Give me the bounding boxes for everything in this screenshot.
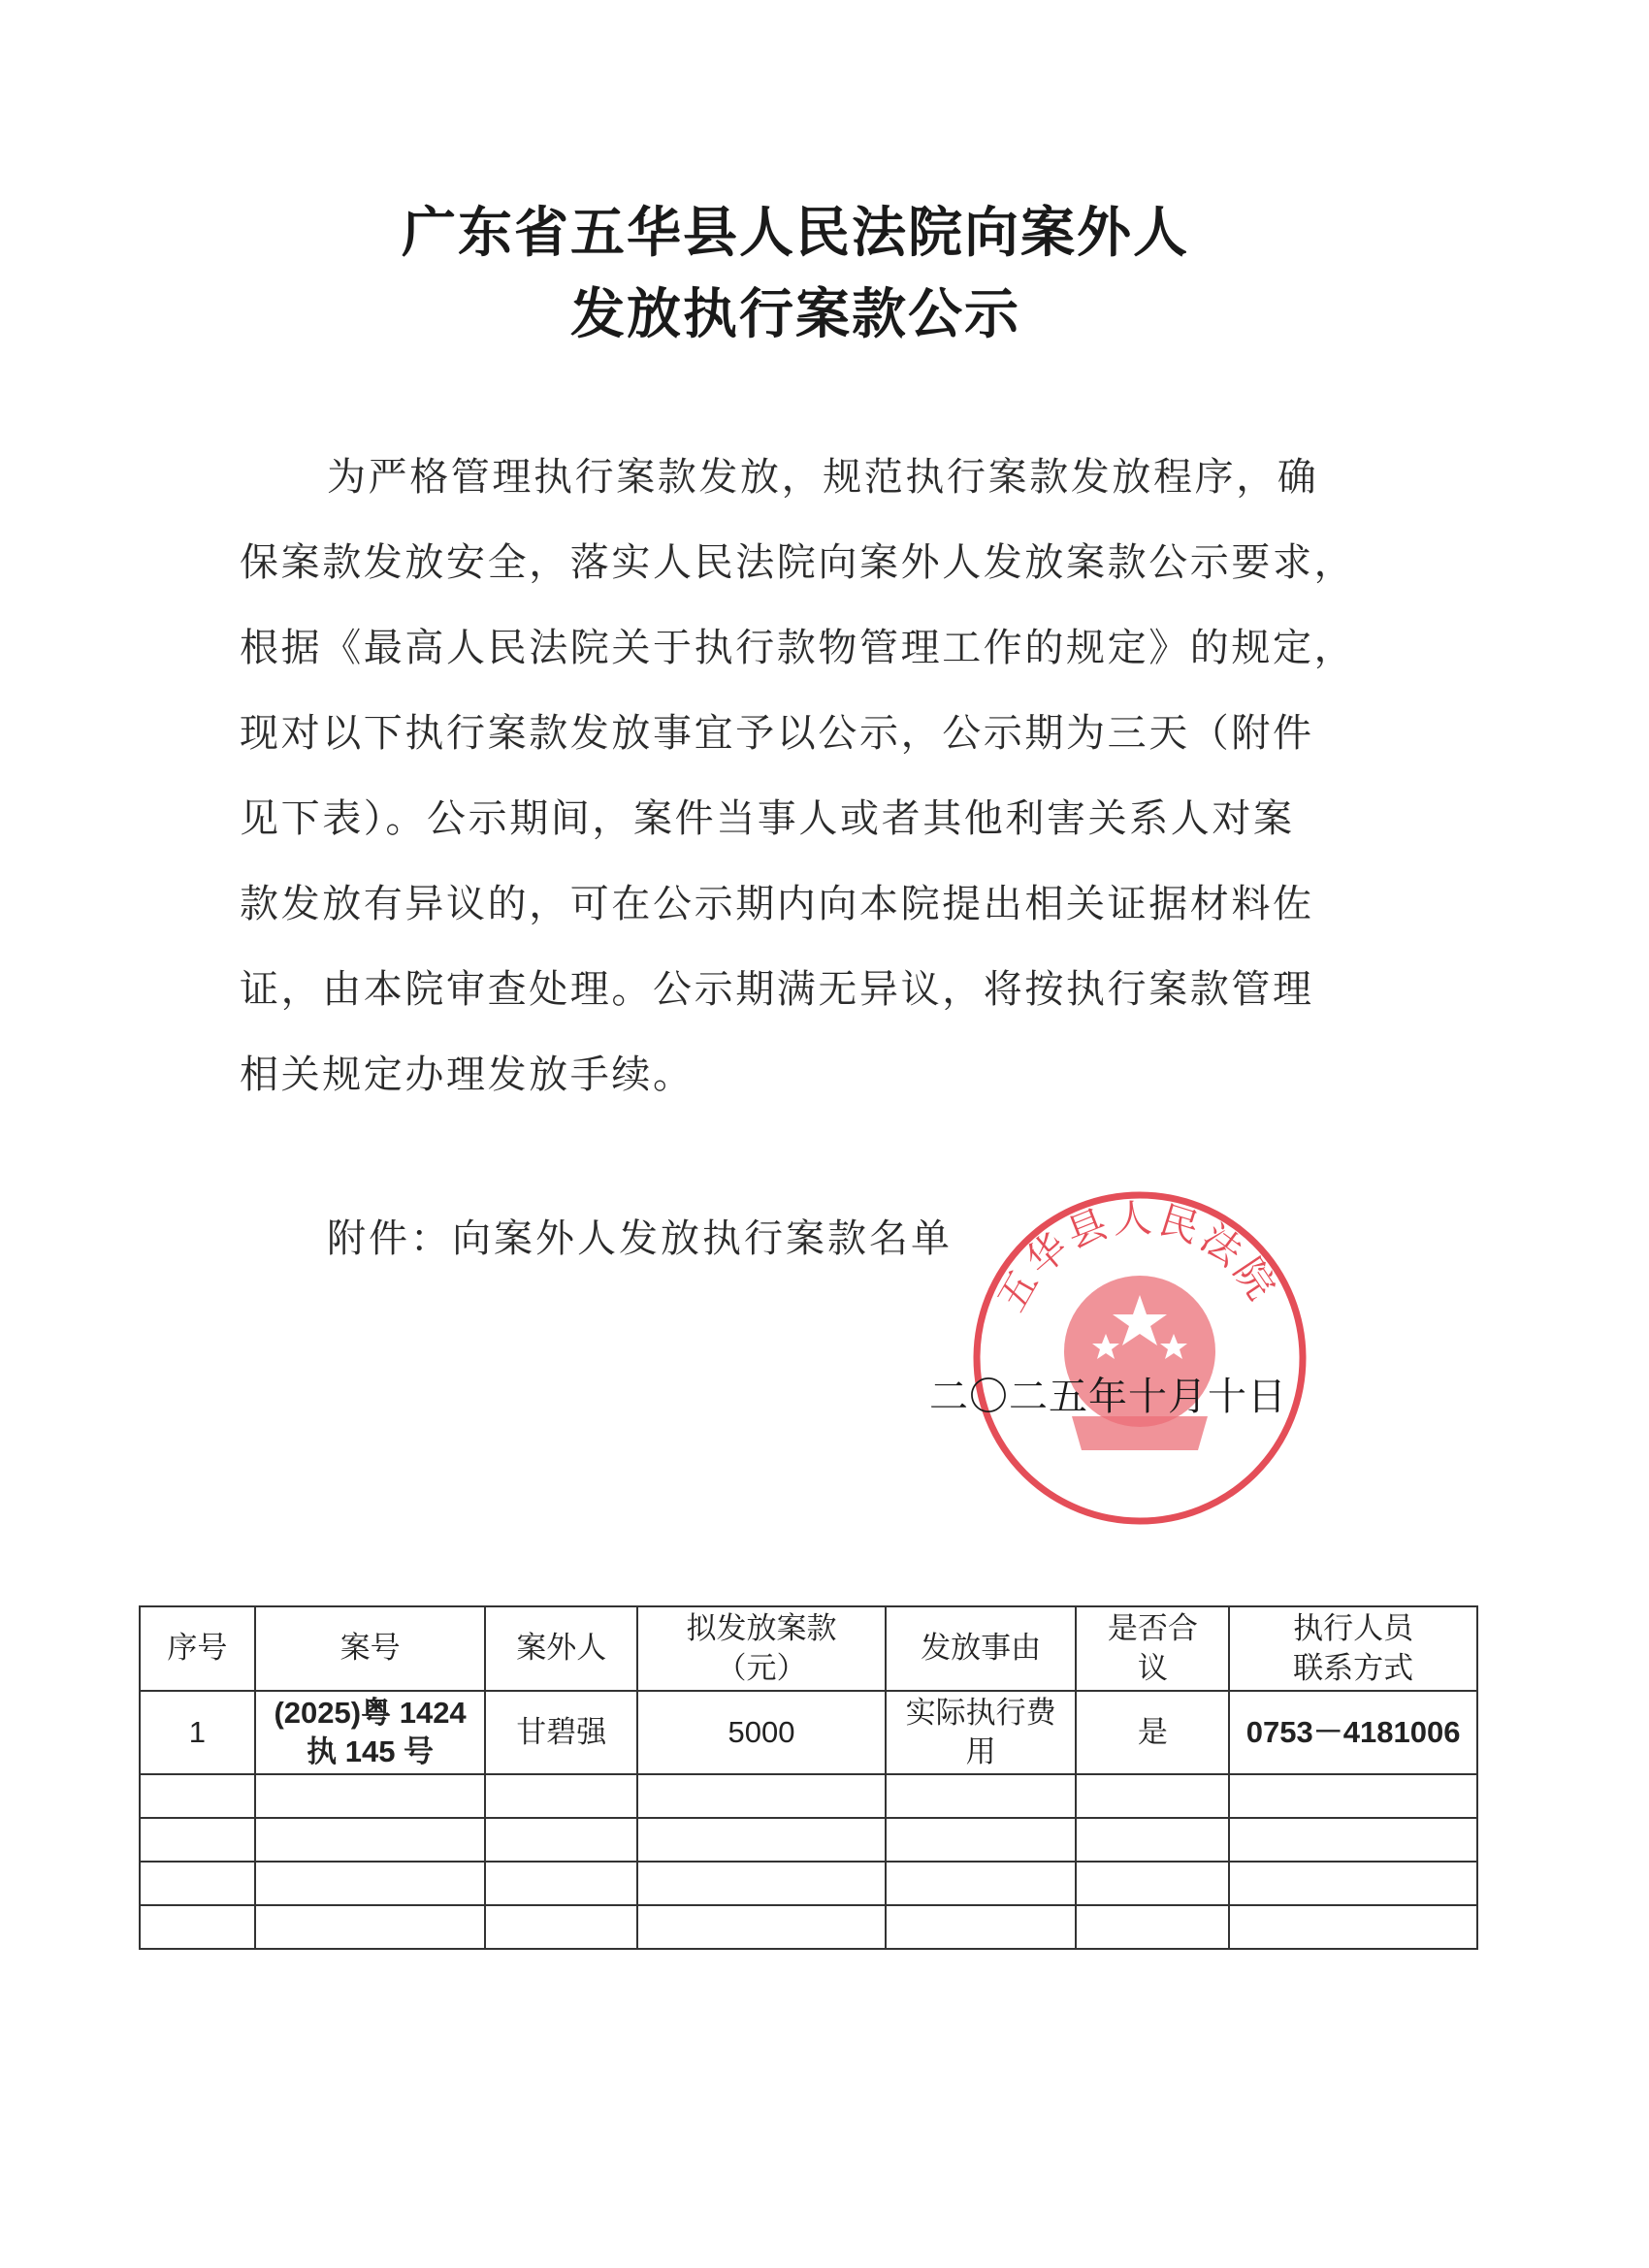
header-cell: 发放事由 bbox=[886, 1606, 1077, 1691]
body-line: 证，由本院审查处理。公示期满无异议，将按执行案款管理 bbox=[240, 967, 1314, 1012]
cell-index: 1 bbox=[140, 1691, 255, 1774]
header-cell: 案外人 bbox=[485, 1606, 637, 1691]
table-row bbox=[140, 1691, 1477, 1774]
header-cell: 是否合议 bbox=[1076, 1606, 1229, 1691]
table-row-empty bbox=[140, 1818, 1477, 1862]
cell-case-number: (2025)粤 1424 执 145 号 bbox=[255, 1691, 486, 1774]
table-row-empty bbox=[140, 1905, 1477, 1949]
body-line: 为严格管理执行案款发放，规范执行案款发放程序，确 bbox=[327, 455, 1319, 500]
header-cell: 拟发放案款（元） bbox=[637, 1606, 886, 1691]
cell-reason: 实际执行费用 bbox=[886, 1691, 1077, 1774]
title-line-1: 广东省五华县人民法院向案外人 bbox=[402, 202, 1189, 265]
cell-payee: 甘碧强 bbox=[485, 1691, 637, 1774]
date: 二〇二五年十月十日 bbox=[929, 1375, 1287, 1419]
court-seal-stamp bbox=[970, 1188, 1310, 1528]
body-line: 保案款发放安全，落实人民法院向案外人发放案款公示要求， bbox=[240, 540, 1356, 585]
header-cell: 序号 bbox=[140, 1606, 255, 1691]
cell-amount: 5000 bbox=[637, 1691, 886, 1774]
table-header-row bbox=[140, 1606, 1477, 1691]
header-cell: 执行人员联系方式 bbox=[1229, 1606, 1477, 1691]
header-cell: 案号 bbox=[255, 1606, 486, 1691]
body-line: 见下表）。公示期间，案件当事人或者其他利害关系人对案 bbox=[240, 796, 1295, 841]
stamp-text: 五华县人民法院 bbox=[988, 1196, 1286, 1319]
table-row-empty bbox=[140, 1862, 1477, 1905]
disbursement-table bbox=[139, 1605, 1478, 1950]
body-line: 款发放有异议的，可在公示期内向本院提出相关证据材料佐 bbox=[240, 882, 1314, 926]
cell-contact: 0753－4181006 bbox=[1229, 1691, 1477, 1774]
body-line: 现对以下执行案款发放事宜予以公示，公示期为三天（附件 bbox=[240, 711, 1314, 756]
attachment-note: 附件：向案外人发放执行案款名单 bbox=[327, 1216, 953, 1261]
title-line-2: 发放执行案款公示 bbox=[570, 283, 1020, 346]
table-row-empty bbox=[140, 1774, 1477, 1818]
body-line: 根据《最高人民法院关于执行款物管理工作的规定》的规定， bbox=[240, 626, 1356, 670]
cell-collegial: 是 bbox=[1076, 1691, 1229, 1774]
body-line: 相关规定办理发放手续。 bbox=[240, 1053, 695, 1097]
